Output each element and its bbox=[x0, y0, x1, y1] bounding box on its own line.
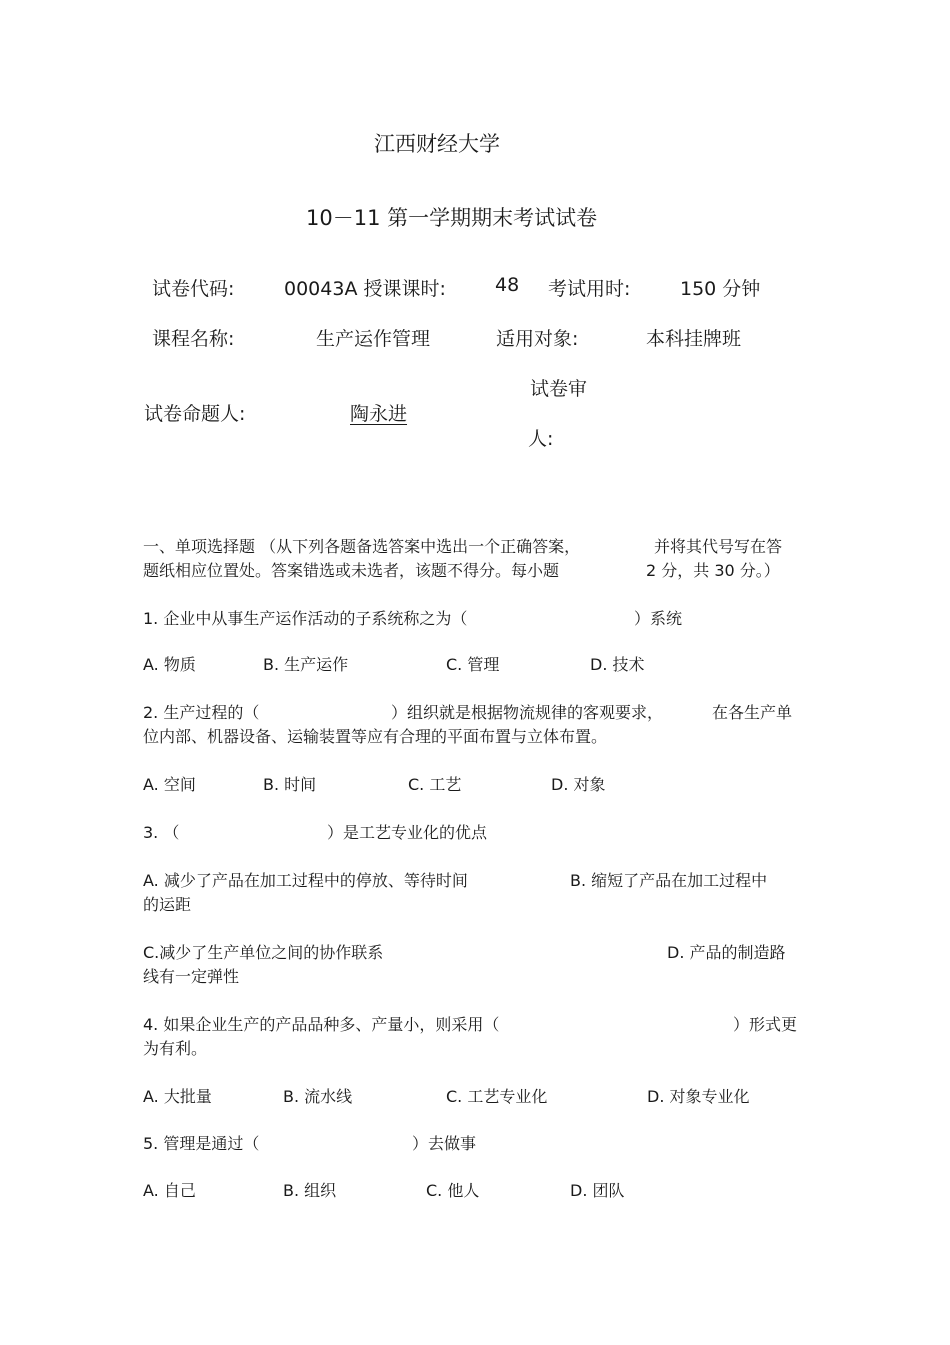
question-4-stem-c: 为有利。 bbox=[143, 1039, 208, 1058]
question-2-option-b: B. 时间 bbox=[263, 775, 317, 794]
reviewer-label-line1: 试卷审 bbox=[530, 378, 588, 400]
code-label: 试卷代码: bbox=[152, 278, 235, 300]
author-value: 陶永进 bbox=[350, 403, 408, 425]
question-4-option-a: A. 大批量 bbox=[143, 1087, 212, 1106]
question-5-option-a: A. 自己 bbox=[143, 1181, 196, 1200]
question-5-option-c: C. 他人 bbox=[426, 1181, 480, 1200]
question-2-stem-d: 位内部、机器设备、运输装置等应有合理的平面布置与立体布置。 bbox=[143, 727, 608, 746]
target-label: 适用对象: bbox=[496, 328, 579, 350]
question-3-stem-a: 3. （ bbox=[143, 823, 180, 842]
question-2-stem-c: 在各生产单 bbox=[712, 703, 793, 722]
question-2-option-a: A. 空间 bbox=[143, 775, 196, 794]
time-label: 考试用时: bbox=[548, 278, 631, 300]
question-4-stem-a: 4. 如果企业生产的产品品种多、产量小，则采用（ bbox=[143, 1015, 500, 1034]
hours-value: 48 bbox=[495, 274, 520, 296]
question-1-option-b: B. 生产运作 bbox=[263, 655, 349, 674]
question-4-option-b: B. 流水线 bbox=[283, 1087, 353, 1106]
question-5-option-d: D. 团队 bbox=[570, 1181, 625, 1200]
question-1-stem-b: ）系统 bbox=[634, 609, 683, 628]
section-intro-a: 一、单项选择题 （从下列各题备选答案中选出一个正确答案， bbox=[143, 537, 581, 556]
question-1-option-c: C. 管理 bbox=[446, 655, 500, 674]
question-2-option-c: C. 工艺 bbox=[408, 775, 462, 794]
code-value: 00043A 授课课时: bbox=[284, 278, 446, 300]
question-3-option-c: C.减少了生产单位之间的协作联系 bbox=[143, 943, 384, 962]
time-value: 150 分钟 bbox=[680, 278, 761, 300]
question-1-option-d: D. 技术 bbox=[590, 655, 645, 674]
question-2-option-d: D. 对象 bbox=[551, 775, 606, 794]
target-value: 本科挂牌班 bbox=[646, 328, 742, 350]
course-value: 生产运作管理 bbox=[316, 328, 431, 350]
question-4-option-c: C. 工艺专业化 bbox=[446, 1087, 548, 1106]
question-1-option-a: A. 物质 bbox=[143, 655, 196, 674]
question-4-stem-b: ）形式更 bbox=[733, 1015, 798, 1034]
question-3-stem-b: ）是工艺专业化的优点 bbox=[327, 823, 488, 842]
question-3-option-a: A. 减少了产品在加工过程中的停放、等待时间 bbox=[143, 871, 468, 890]
question-4-option-d: D. 对象专业化 bbox=[647, 1087, 750, 1106]
author-label: 试卷命题人: bbox=[144, 403, 246, 425]
course-label: 课程名称: bbox=[152, 328, 235, 350]
question-5-option-b: B. 组织 bbox=[283, 1181, 337, 1200]
university-name: 江西财经大学 bbox=[374, 132, 500, 156]
question-5-stem-b: ）去做事 bbox=[412, 1134, 477, 1153]
question-3-option-b: B. 缩短了产品在加工过程中 bbox=[570, 871, 768, 890]
question-3-option-b-cont: 的运距 bbox=[143, 895, 192, 914]
question-2-stem-b: ）组织就是根据物流规律的客观要求， bbox=[391, 703, 664, 722]
question-2-stem-a: 2. 生产过程的（ bbox=[143, 703, 260, 722]
question-5-stem-a: 5. 管理是通过（ bbox=[143, 1134, 260, 1153]
exam-title: 10－11 第一学期期末考试试卷 bbox=[306, 206, 598, 230]
question-3-option-d-cont: 线有一定弹性 bbox=[143, 967, 240, 986]
reviewer-label-line2: 人: bbox=[528, 428, 554, 450]
section-intro-c: 题纸相应位置处。答案错选或未选者，该题不得分。每小题 bbox=[143, 561, 560, 580]
question-1-stem-a: 1. 企业中从事生产运作活动的子系统称之为（ bbox=[143, 609, 468, 628]
question-3-option-d: D. 产品的制造路 bbox=[667, 943, 786, 962]
section-intro-b: 并将其代号写在答 bbox=[654, 537, 783, 556]
section-intro-d: 2 分，共 30 分。） bbox=[646, 561, 780, 580]
